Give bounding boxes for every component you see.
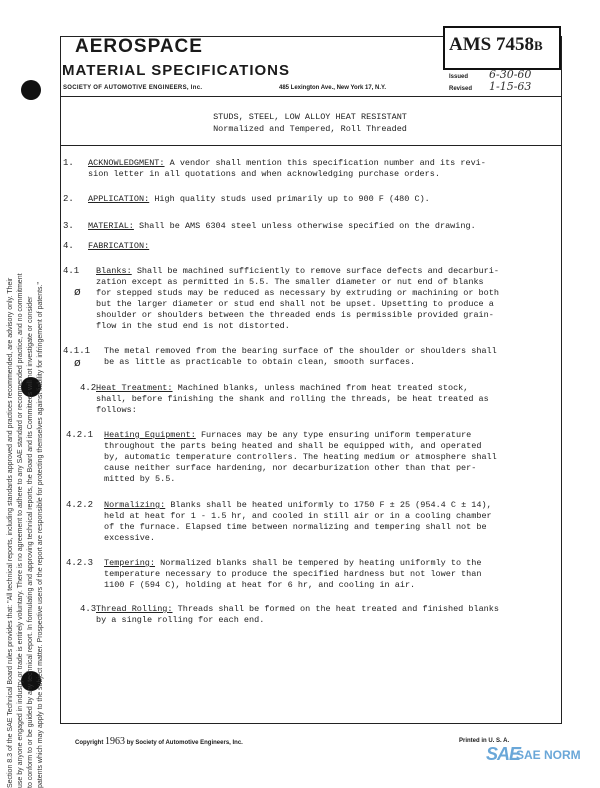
section-title: MATERIAL: (88, 221, 134, 231)
text-line: A vendor shall mention this specification number and its revi- (169, 158, 486, 168)
sae-logo-icon: SAE (486, 744, 521, 764)
section-title: Blanks: (96, 266, 132, 276)
section-title: Tempering: (104, 558, 156, 568)
legal-sidenote (6, 88, 48, 788)
copyright-year: 1963 (105, 736, 126, 747)
text-line: held at heat for 1 - 1.5 hr, and cooled in still air or in a cooling chamber (104, 511, 492, 521)
copyright-owner: by Society of Automotive Engineers, Inc. (126, 740, 243, 746)
issued-date: 6-30-60 (489, 68, 532, 81)
section-number: 1. (63, 158, 74, 168)
text-line: be as little as practicable to obtain clean, smooth surfaces. (104, 357, 416, 367)
sae-norm-text: SAE NORM (516, 748, 581, 762)
change-mark: ø (74, 285, 81, 298)
text-line: flow in the stud end is not distorted. (96, 321, 290, 331)
section-blanks (96, 266, 499, 332)
revision-letter: B (533, 38, 543, 53)
revised-label: Revised (449, 86, 473, 92)
change-mark: ø (74, 356, 81, 369)
text-line: but the larger diameter or stud end shall not be upset. Upsetting to produce a (96, 299, 494, 309)
section-title: Thread Rolling: (96, 604, 173, 614)
text-line: mitted by 5.5. (104, 474, 176, 484)
section-title: APPLICATION: (88, 194, 150, 204)
section-tempering (104, 558, 481, 591)
section-number: 4. (63, 241, 74, 251)
section-heat-treatment (96, 383, 489, 416)
text-line: Machined blanks, unless machined from heat treated stock, (177, 383, 469, 393)
section-fabrication (88, 241, 149, 252)
copyright-label: Copyright (75, 740, 104, 746)
text-line: High quality studs used primarily up to 900 F (480 C). (154, 194, 430, 204)
header-title-aerospace: AEROSPACE (75, 36, 203, 57)
text-line: 1100 F (594 C), holding at heat for 6 hr, and cooling in air. (104, 580, 416, 590)
text-line: shoulder or shoulders between the threaded ends is permissible provided grain- (96, 310, 494, 320)
section-acknowledgment (88, 158, 486, 180)
text-line: The metal removed from the bearing surface of the shoulder or shoulders shall (104, 346, 497, 356)
section-number: 3. (63, 221, 74, 231)
section-number: 4.2.3 (66, 558, 94, 568)
section-application (88, 194, 430, 205)
text-line: Shall be AMS 6304 steel unless otherwise specified on the drawing. (139, 221, 476, 231)
issued-label: Issued (449, 74, 469, 80)
text-line: Normalized blanks shall be tempered by heating uniformly to the (160, 558, 482, 568)
section-metal-removed (104, 346, 497, 368)
document-number (449, 34, 543, 56)
text-line: of the furnace. Elapsed time between normalizing and tempering shall not be (104, 522, 487, 532)
section-title: FABRICATION: (88, 241, 150, 251)
text-line: excessive. (104, 533, 156, 543)
sidenote-line: use by anyone engaged in industry or trade is entirely voluntary. There is no agreement to adhere to any SAE standard or recommended practice, and no commitment (17, 273, 24, 788)
sidenote-line: Section 8.3 of the SAE Technical Board rules provides that: "All technical reports, including standards approved and practices recommended, are advisory only. Their (7, 277, 14, 788)
subtitle-line1: STUDS, STEEL, LOW ALLOY HEAT RESISTANT (213, 112, 407, 122)
section-number: 4.2.2 (66, 500, 94, 510)
section-number: 2. (63, 194, 74, 204)
sae-norm-watermark (486, 744, 600, 774)
section-number: 4.1.1 (63, 346, 91, 356)
text-line: cause neither surface hardening, nor decarburization other than that per- (104, 463, 477, 473)
section-thread-rolling (96, 604, 499, 626)
footer-printed: Printed in U. S. A. (459, 738, 510, 744)
document-number-text: AMS 7458 (449, 34, 534, 55)
text-line: temperature necessary to produce the specified hardness but not lower than (104, 569, 482, 579)
section-number: 4.2 (80, 383, 97, 393)
section-number: 4.2.1 (66, 430, 94, 440)
section-title: Heating Equipment: (104, 430, 196, 440)
text-line: for stepped studs may be reduced as necessary by extruding or machining or both (96, 288, 499, 298)
text-line: sion letter in all quotations and when acknowledging purchase orders. (88, 169, 440, 179)
subtitle-line2: Normalized and Tempered, Roll Threaded (213, 124, 407, 134)
text-line: Threads shall be formed on the heat treated and finished blanks (177, 604, 499, 614)
section-title: ACKNOWLEDGMENT: (88, 158, 165, 168)
section-title: Normalizing: (104, 500, 166, 510)
text-line: by, automatic temperature controllers. The heating medium or atmosphere shall (104, 452, 497, 462)
section-title: Heat Treatment: (96, 383, 173, 393)
header-divider (60, 96, 562, 97)
subtitle-divider (60, 145, 562, 146)
footer-copyright (75, 736, 243, 747)
section-number: 4.3 (80, 604, 97, 614)
section-number: 4.1 (63, 266, 80, 276)
header-society: SOCIETY OF AUTOMOTIVE ENGINEERS, Inc. (63, 85, 203, 91)
section-heating-equipment (104, 430, 497, 485)
text-line: throughout the parts being heated and shall be equipped with, and operated (104, 441, 482, 451)
section-normalizing (104, 500, 492, 544)
sidenote-line: to conform to or be guided by any technical report. In formulating and approving technical reports, the Board and its Committees will not investigate or consider (27, 296, 34, 788)
sidenote-line: patents which may apply to the subject matter. Prospective users of the report are responsible for protecting themselves against liability for infringement of patents." (37, 282, 44, 788)
text-line: follows: (96, 405, 137, 415)
text-line: Furnaces may be any type ensuring uniform temperature (200, 430, 472, 440)
text-line: by a single rolling for each end. (96, 615, 265, 625)
text-line: Shall be machined sufficiently to remove surface defects and decarburi- (136, 266, 499, 276)
text-line: zation except as permitted in 5.5. The smaller diameter or nut end of blanks (96, 277, 484, 287)
revised-date: 1-15-63 (489, 80, 532, 93)
header-title-specifications: MATERIAL SPECIFICATIONS (62, 62, 291, 79)
section-material (88, 221, 476, 232)
text-line: Blanks shall be heated uniformly to 1750 F ± 25 (954.4 C ± 14), (170, 500, 492, 510)
header-address: 485 Lexington Ave., New York 17, N.Y. (279, 85, 387, 91)
text-line: shall, before finishing the shank and rolling the threads, be heat treated as (96, 394, 489, 404)
